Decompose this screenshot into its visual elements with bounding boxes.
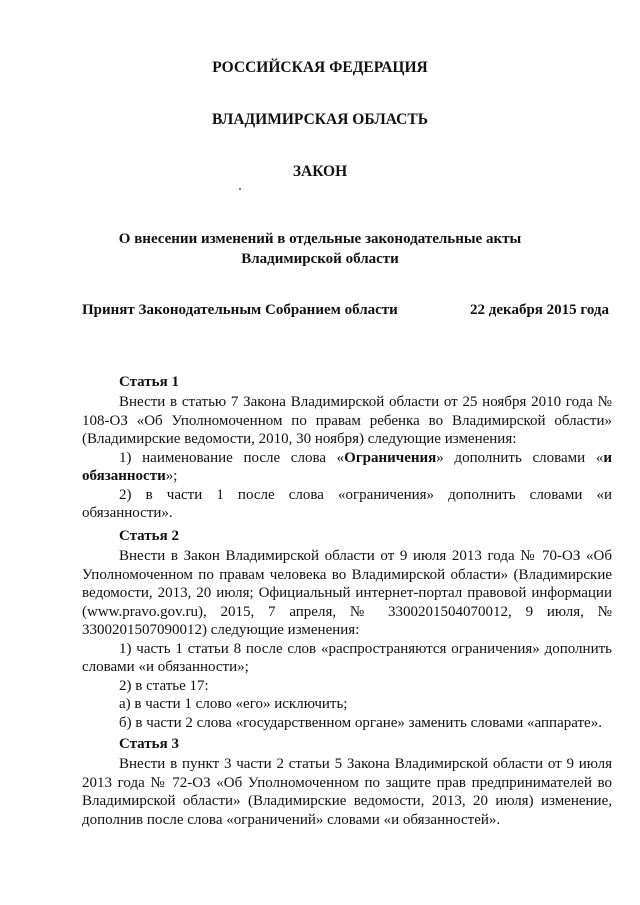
article-3-text: Внести в пункт 3 части 2 статьи 5 Закона Владимирской области от 9 июля 2013 года № 72-ОЗ «Об Уполномоченном по защите прав предпринимателей во Владимирской области» (Владимирские ведомости, 2013, 20 июля) изменение, дополнив после слова «ограничений» словами «и обязанностей». (82, 756, 612, 828)
article-1-item-1-prefix: 1) наименование после слова « (119, 449, 345, 466)
article-1-item-1-mid: » дополнить словами « (436, 449, 604, 466)
document-type: ЗАКОН (292, 163, 348, 180)
article-2-heading: Статья 2 (119, 528, 179, 544)
article-2-item-2b: б) в части 2 слова «государственном органе» заменить словами «аппарате». (119, 714, 602, 731)
article-2-intro: Внести в Закон Владимирской области от 9 июля 2013 года № 70-ОЗ «Об Уполномоченном по правам человека во Владимирской области» (Владимирские ведомости, 2013, 20 июля; Официальный интернет-портал правовой информации (www.pravo.gov.ru), 2015, 7 апреля, № 3300201504070012, 9 июля, № 3300201507090012) следующие изменения: (82, 548, 612, 638)
law-subject (0, 229, 640, 269)
article-1-item-2: 2) в части 1 после слова «ограничения» дополнить словами «и обязанности». (82, 486, 612, 521)
article-1 (82, 373, 612, 523)
article-1-item-1-bold-2: и обязанности (82, 449, 613, 484)
article-1-intro: Внести в статью 7 Закона Владимирской области от 25 ноября 2010 года № 108-ОЗ «Об Уполномоченном по правам ребенка во Владимирской области» (Владимирские ведомости, 2010, 30 ноября) следующие изменения: (82, 394, 612, 447)
article-2 (82, 527, 612, 732)
article-2-item-2a: а) в части 1 слово «его» исключить; (119, 696, 348, 712)
article-2-item-2: 2) в статье 17: (119, 677, 209, 694)
article-2-item-1: 1) часть 1 статьи 8 после слов «распространяются ограничения» дополнить словами «и обязанности»; (82, 640, 612, 675)
article-1-heading: Статья 1 (119, 374, 179, 390)
adopted-by: Принят Законодательным Собранием области (82, 302, 398, 318)
article-1-item-1 (82, 449, 612, 486)
article-3-heading: Статья 3 (119, 736, 179, 752)
article-3 (82, 735, 612, 829)
law-subject-line-2: Владимирской области (241, 251, 399, 267)
region-title: ВЛАДИМИРСКАЯ ОБЛАСТЬ (212, 111, 428, 128)
law-subject-line-1: О внесении изменений в отдельные законодательные акты (118, 231, 522, 247)
article-1-item-1-bold-1: Ограничения (344, 449, 437, 466)
scan-speck (239, 188, 241, 190)
article-1-item-1-suffix: »; (165, 468, 178, 484)
country-title: РОССИЙСКАЯ ФЕДЕРАЦИЯ (212, 59, 428, 76)
adoption-date: 22 декабря 2015 года (470, 302, 609, 318)
